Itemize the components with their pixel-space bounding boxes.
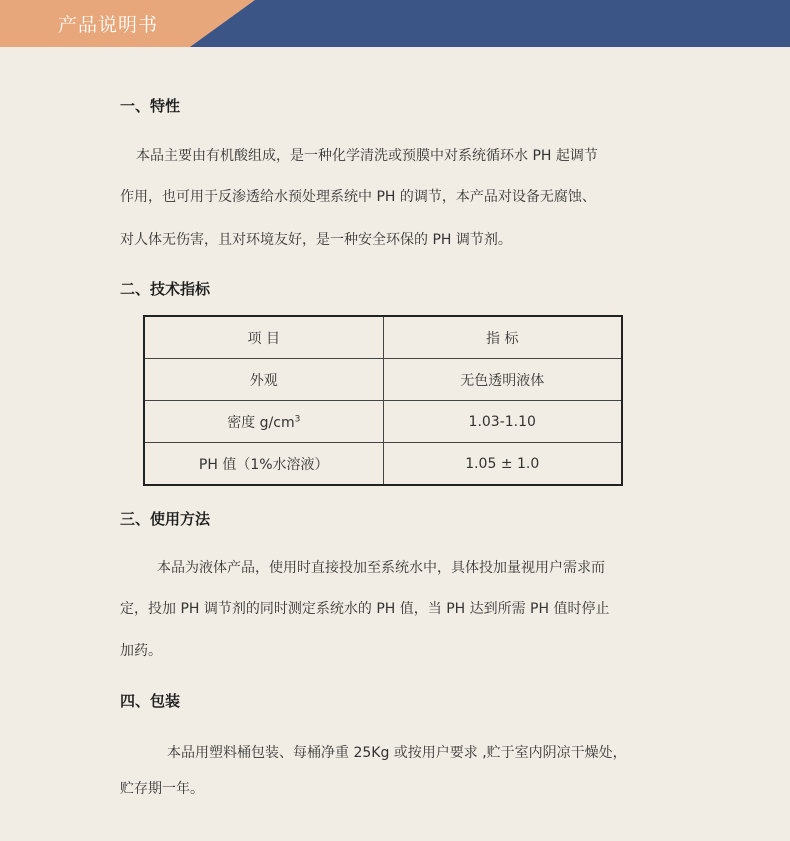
paragraph-line: 本品主要由有机酸组成，是一种化学清洗或预膜中对系统循环水 PH 起调节 (136, 148, 598, 164)
table-header-value: 指 标 (383, 316, 622, 359)
table-cell-item: 外观 (144, 359, 383, 401)
paragraph-line: 贮存期一年。 (120, 781, 204, 797)
header-bar (0, 0, 790, 47)
page-title: 产品说明书 (58, 14, 159, 36)
paragraph-line: 加药。 (120, 643, 162, 659)
table-header-item: 项 目 (144, 316, 383, 359)
table-cell-item: PH 值（1%水溶液） (144, 443, 383, 486)
table-cell-value: 1.03-1.10 (383, 401, 622, 443)
paragraph-line: 对人体无伤害，且对环境友好，是一种安全环保的 PH 调节剂。 (120, 232, 512, 248)
table-row (144, 359, 622, 401)
table-header-row (144, 316, 622, 359)
section-heading-usage: 三、使用方法 (120, 510, 211, 528)
table-row (144, 443, 622, 486)
paragraph-line: 作用，也可用于反渗透给水预处理系统中 PH 的调节，本产品对设备无腐蚀、 (120, 189, 596, 205)
paragraph-line: 本品为液体产品，使用时直接投加至系统水中，具体投加量视用户需求而 (157, 560, 605, 576)
section-heading-packaging: 四、包装 (120, 692, 181, 710)
superscript: 3 (294, 413, 301, 424)
table-cell-value: 无色透明液体 (383, 359, 622, 401)
paragraph-line: 定，投加 PH 调节剂的同时测定系统水的 PH 值，当 PH 达到所需 PH 值时停止 (120, 601, 610, 617)
table-cell-value: 1.05 ± 1.0 (383, 443, 622, 486)
spec-table (143, 315, 623, 486)
section-heading-features: 一、特性 (120, 97, 181, 115)
density-label: 密度 g/cm (227, 414, 295, 431)
table-cell-item (144, 401, 383, 443)
paragraph-line: 本品用塑料桶包装、每桶净重 25Kg 或按用户要求 ,贮于室内阴凉干燥处， (167, 745, 627, 761)
section-heading-specs: 二、技术指标 (120, 280, 211, 298)
table-row (144, 401, 622, 443)
